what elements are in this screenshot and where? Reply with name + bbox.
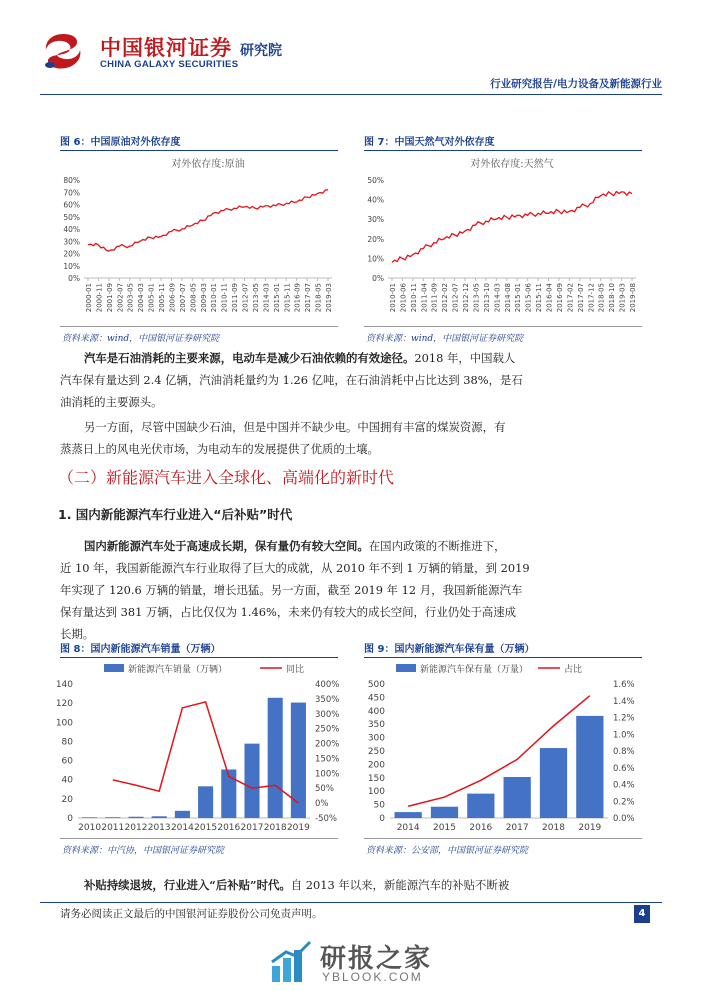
fig9-xtick-label: 2018 bbox=[542, 823, 565, 833]
fig8-xtick-label: 2011 bbox=[101, 823, 125, 833]
company-logo bbox=[40, 28, 310, 76]
fig8-ytick-left-label: 140 bbox=[55, 680, 73, 690]
fig7-xtick-label: 2013-10 bbox=[482, 283, 491, 313]
fig8-legend-bar-swatch bbox=[104, 664, 124, 672]
fig8-ytick-right-label: 200% bbox=[315, 739, 340, 750]
fig7-xtick-label: 2019-03 bbox=[618, 283, 627, 313]
fig8-ytick-left-label: 60 bbox=[61, 756, 73, 767]
fig9-legend-line-label: 占比 bbox=[564, 665, 583, 675]
fig9-ytick-right-label: 1.0% bbox=[613, 730, 635, 741]
fig6-xtick-label: 2000-11 bbox=[95, 283, 104, 313]
paragraph-nev-bold: 国内新能源汽车处于高速成长期，保有量仍有较大空间。 bbox=[84, 539, 369, 553]
fig8-xtick-label: 2016 bbox=[217, 823, 241, 833]
fig9-ytick-left-label: 400 bbox=[367, 706, 385, 717]
fig7-xtick-label: 2012-02 bbox=[441, 283, 450, 313]
fig6-xtick-label: 2016-09 bbox=[293, 283, 302, 313]
fig8-bar bbox=[105, 817, 120, 818]
fig7-xtick-label: 2011-09 bbox=[430, 283, 439, 313]
fig9-bar bbox=[576, 716, 603, 818]
fig8-ytick-right-label: 400% bbox=[315, 680, 340, 690]
watermark bbox=[270, 938, 470, 988]
fig6-xtick-label: 2018-05 bbox=[314, 283, 323, 313]
fig7-source-rule bbox=[364, 326, 642, 327]
fig7-xtick-label: 2012-07 bbox=[451, 283, 460, 313]
fig8-ytick-right-label: 150% bbox=[315, 754, 340, 765]
fig9-ytick-left-label: 200 bbox=[367, 760, 385, 771]
galaxy-logo-icon bbox=[40, 30, 86, 72]
fig9-ytick-left-label: 450 bbox=[367, 693, 385, 704]
logo-cn: 中国银河证券 bbox=[100, 36, 232, 60]
fig6-ytick-label: 80% bbox=[63, 176, 80, 185]
paragraph-electricity: 另一方面，尽管中国缺少石油，但是中国并不缺少电。中国拥有丰富的煤炭资源，有 蒸蒸日上的风电光伏市场，为电动车的发展提供了优质的土壤。 bbox=[60, 420, 506, 456]
fig8-xtick-label: 2015 bbox=[194, 823, 218, 833]
fig6-xtick-label: 2013-05 bbox=[251, 283, 260, 313]
fig8-source: 资料来源：中汽协，中国银河证券研究院 bbox=[62, 846, 225, 856]
watermark-cn: 研报之家 bbox=[320, 944, 433, 974]
fig9-ytick-right-label: 1.4% bbox=[613, 696, 635, 707]
fig9-ytick-left-label: 350 bbox=[367, 720, 385, 731]
fig8-legend-bar-label: 新能源汽车销量（万辆） bbox=[128, 665, 228, 675]
fig6-ytick-label: 30% bbox=[63, 237, 80, 247]
fig8-bar bbox=[268, 698, 283, 818]
fig7-xtick-label: 2017-02 bbox=[566, 283, 575, 313]
subsection-title: 1. 国内新能源汽车行业进入“后补贴”时代 bbox=[58, 507, 293, 522]
fig8-ytick-left-label: 80 bbox=[61, 737, 73, 748]
report-type: 行业研究报告/电力设备及新能源行业 bbox=[490, 78, 662, 90]
fig6-xtick-label: 2010-11 bbox=[220, 283, 229, 313]
fig6-ytick-label: 60% bbox=[63, 200, 80, 210]
fig7-xtick-label: 2015-11 bbox=[535, 283, 544, 313]
fig9-bar bbox=[395, 812, 422, 818]
fig9-ytick-left-label: 300 bbox=[367, 733, 385, 744]
fig9-ytick-right-label: 0.2% bbox=[613, 797, 635, 808]
fig6-xtick-label: 2015-11 bbox=[283, 283, 292, 313]
paragraph-subsidy: 补贴持续退坡，行业进入“后补贴”时代。自 2013 年以来，新能源汽车的补贴不断被 bbox=[84, 878, 510, 892]
fig9-xtick-label: 2016 bbox=[469, 823, 493, 833]
fig6-xtick-label: 2004-03 bbox=[137, 283, 146, 313]
fig6-xtick-label: 2015-01 bbox=[272, 283, 281, 313]
paragraph-nev-growth: 国内新能源汽车处于高速成长期，保有量仍有较大空间。在国内政策的不断推进下， 近 10 年，我国新能源汽车行业取得了巨大的成就，从 2010 年不到 1 万辆的销量，到 2019 年实现了 120.6 万辆的销量，增长迅猛。另一方面，截至 2019 年 12 月，我国新能源汽车 保有量达到 381 万辆，占比仅仅为 1.46%，未来仍有较大的成长空间，行业仍处于高速成 长期。 bbox=[60, 539, 530, 641]
fig7-ytick-label: 40% bbox=[367, 195, 384, 205]
paragraph-oil: 汽车是石油消耗的主要来源，电动车是减少石油依赖的有效途径。2018 年，中国载人 汽车保有量达到 2.4 亿辆，汽油消耗量约为 1.26 亿吨，在石油消耗中占比达到 38%，是石 油消耗的主要源头。 bbox=[60, 351, 523, 409]
fig9-ytick-right-label: 0.0% bbox=[613, 814, 635, 824]
header-divider bbox=[40, 94, 662, 95]
fig7-ytick-label: 50% bbox=[367, 176, 384, 185]
fig6-ytick-label: 0% bbox=[68, 274, 80, 283]
fig9-ytick-right-label: 0.8% bbox=[613, 747, 635, 757]
institute-label: 研究院 bbox=[240, 43, 282, 59]
fig7-xtick-label: 2016-04 bbox=[545, 283, 554, 313]
fig7-xtick-label: 2016-09 bbox=[555, 283, 564, 313]
fig7-xtick-label: 2010-06 bbox=[399, 283, 408, 313]
fig7-xtick-label: 2011-04 bbox=[420, 283, 429, 313]
fig8-bar bbox=[198, 786, 213, 818]
logo-en: CHINA GALAXY SECURITIES bbox=[100, 59, 239, 70]
fig7-ytick-label: 30% bbox=[367, 215, 384, 225]
fig8-xtick-label: 2019 bbox=[286, 823, 310, 833]
fig7-xtick-label: 2019-08 bbox=[629, 283, 637, 313]
fig6-xtick-label: 2009-03 bbox=[199, 283, 208, 313]
fig6-xtick-label: 2001-09 bbox=[105, 283, 114, 313]
fig9-ytick-right-label: 1.2% bbox=[613, 713, 635, 724]
fig6-xtick-label: 2000-01 bbox=[85, 283, 93, 313]
fig9-ytick-left-label: 500 bbox=[367, 680, 385, 690]
fig6-xtick-label: 2010-01 bbox=[210, 283, 219, 313]
fig9-bar bbox=[540, 748, 567, 818]
fig8-ytick-right-label: 300% bbox=[315, 709, 340, 720]
watermark-en: YBLOOK.COM bbox=[322, 970, 423, 984]
fig8-xtick-label: 2013 bbox=[147, 823, 171, 833]
fig6-xtick-label: 2006-09 bbox=[168, 283, 177, 313]
fig6-chart bbox=[60, 152, 340, 324]
fig9-ytick-left-label: 50 bbox=[373, 800, 385, 811]
fig8-bar bbox=[291, 703, 306, 818]
fig7-xtick-label: 2018-05 bbox=[597, 283, 606, 313]
fig6-xtick-label: 2017-07 bbox=[304, 283, 313, 313]
fig6-source: 资料来源：wind，中国银河证券研究院 bbox=[62, 334, 220, 344]
fig9-ytick-right-label: 0.4% bbox=[613, 780, 635, 791]
fig9-xtick-label: 2015 bbox=[433, 823, 456, 833]
fig6-xtick-label: 2012-07 bbox=[241, 283, 250, 313]
bar-chart-logo-icon bbox=[270, 940, 314, 984]
fig8-bar bbox=[175, 811, 190, 818]
fig9-xtick-label: 2019 bbox=[578, 823, 602, 833]
fig9-ytick-right-label: 0.6% bbox=[613, 763, 635, 774]
fig6-ytick-label: 10% bbox=[63, 261, 80, 271]
fig6-source-rule bbox=[60, 326, 338, 327]
footer-divider bbox=[40, 902, 662, 903]
paragraph-subsidy-bold: 补贴持续退坡，行业进入“后补贴”时代。 bbox=[84, 878, 291, 892]
section-title: （二）新能源汽车进入全球化、高端化的新时代 bbox=[58, 468, 395, 487]
footer-disclaimer: 请务必阅读正文最后的中国银河证券股份公司免责声明。 bbox=[60, 908, 323, 920]
fig9-legend-bar-label: 新能源汽车保有量（万量） bbox=[420, 665, 529, 675]
fig9-ytick-left-label: 150 bbox=[367, 773, 385, 784]
fig9-bar bbox=[431, 807, 458, 818]
fig8-ytick-right-label: 50% bbox=[315, 784, 334, 795]
fig9-legend-bar-swatch bbox=[396, 664, 416, 672]
fig7-xtick-label: 2017-07 bbox=[576, 283, 585, 313]
fig8-legend-line-label: 同比 bbox=[286, 665, 305, 675]
fig8-ytick-right-label: 0% bbox=[315, 799, 329, 810]
fig8-ytick-left-label: 40 bbox=[61, 775, 73, 786]
fig9-ytick-left-label: 0 bbox=[379, 814, 385, 824]
fig6-xtick-label: 2014-03 bbox=[262, 283, 271, 313]
fig9-xtick-label: 2017 bbox=[505, 823, 529, 833]
fig8-ytick-left-label: 100 bbox=[55, 718, 73, 729]
fig8-chart bbox=[52, 658, 348, 836]
fig9-ytick-left-label: 100 bbox=[367, 787, 385, 798]
fig7-source: 资料来源：wind，中国银河证券研究院 bbox=[366, 334, 524, 344]
fig7-xtick-label: 2017-12 bbox=[587, 283, 596, 313]
fig8-ytick-right-label: 100% bbox=[315, 769, 340, 780]
fig6-xtick-label: 2002-07 bbox=[116, 283, 125, 313]
fig8-xtick-label: 2012 bbox=[124, 823, 148, 833]
fig6-title: 对外依存度:原油 bbox=[171, 159, 245, 170]
fig8-xtick-label: 2010 bbox=[78, 823, 102, 833]
fig7-xtick-label: 2012-12 bbox=[462, 283, 471, 313]
fig6-xtick-label: 2008-05 bbox=[189, 283, 198, 313]
fig8-ytick-left-label: 120 bbox=[55, 699, 73, 710]
fig9-bar bbox=[467, 794, 494, 818]
fig6-xtick-label: 2003-05 bbox=[126, 283, 135, 313]
fig6-ytick-label: 20% bbox=[63, 249, 80, 259]
page-number: 4 bbox=[634, 905, 650, 923]
fig9-ytick-right-label: 1.6% bbox=[613, 680, 635, 690]
fig9-chart bbox=[360, 658, 650, 836]
fig7-xtick-label: 2014-03 bbox=[493, 283, 502, 313]
fig7-xtick-label: 2013-05 bbox=[472, 283, 481, 313]
fig8-ytick-left-label: 0 bbox=[67, 814, 73, 824]
paragraph-oil-bold: 汽车是石油消耗的主要来源，电动车是减少石油依赖的有效途径。 bbox=[84, 351, 415, 365]
fig8-bar bbox=[152, 816, 167, 818]
fig6-ytick-label: 70% bbox=[63, 188, 80, 198]
fig8-caption: 图 8：国内新能源汽车销量（万辆） bbox=[60, 644, 221, 655]
fig9-source-rule bbox=[364, 838, 642, 839]
fig6-xtick-label: 2019-03 bbox=[325, 283, 333, 313]
fig9-xtick-label: 2014 bbox=[396, 823, 420, 833]
fig7-xtick-label: 2015-01 bbox=[514, 283, 523, 313]
fig7-xtick-label: 2010-01 bbox=[389, 283, 397, 313]
fig7-ytick-label: 10% bbox=[367, 254, 384, 264]
fig6-ytick-label: 50% bbox=[63, 212, 80, 222]
fig7-ytick-label: 0% bbox=[372, 274, 384, 283]
fig6-caption-rule bbox=[60, 150, 338, 151]
fig6-ytick-label: 40% bbox=[63, 225, 80, 234]
fig7-xtick-label: 2014-08 bbox=[503, 283, 512, 313]
fig7-ytick-label: 20% bbox=[367, 234, 384, 244]
fig6-xtick-label: 2011-09 bbox=[231, 283, 240, 313]
fig8-xtick-label: 2017 bbox=[240, 823, 264, 833]
fig6-xtick-label: 2005-01 bbox=[147, 283, 156, 313]
fig7-title: 对外依存度:天然气 bbox=[470, 159, 554, 170]
fig8-xtick-label: 2018 bbox=[263, 823, 287, 833]
fig8-xtick-label: 2014 bbox=[170, 823, 194, 833]
fig6-series-line bbox=[88, 190, 328, 251]
fig6-xtick-label: 2005-11 bbox=[158, 283, 167, 313]
fig8-source-rule bbox=[60, 838, 338, 839]
fig7-caption: 图 7：中国天然气对外依存度 bbox=[364, 137, 495, 148]
fig8-bar bbox=[82, 817, 97, 818]
fig9-ytick-left-label: 250 bbox=[367, 747, 385, 757]
fig8-ytick-right-label: 350% bbox=[315, 694, 340, 705]
fig8-ytick-right-label: 250% bbox=[315, 724, 340, 735]
fig9-caption: 图 9：国内新能源汽车保有量（万辆） bbox=[364, 644, 535, 655]
fig7-xtick-label: 2018-10 bbox=[608, 283, 617, 313]
fig7-xtick-label: 2015-06 bbox=[524, 283, 533, 313]
fig8-bar bbox=[128, 817, 143, 818]
fig7-chart bbox=[364, 152, 644, 324]
fig9-source: 资料来源：公安部，中国银河证券研究院 bbox=[366, 846, 529, 856]
fig6-xtick-label: 2007-07 bbox=[178, 283, 187, 313]
fig7-xtick-label: 2010-11 bbox=[409, 283, 418, 313]
fig8-ytick-right-label: -50% bbox=[315, 814, 337, 824]
fig9-bar bbox=[504, 777, 531, 818]
fig6-caption: 图 6：中国原油对外依存度 bbox=[60, 137, 181, 148]
fig8-bar bbox=[244, 744, 259, 818]
fig8-ytick-left-label: 20 bbox=[61, 794, 73, 805]
fig7-caption-rule bbox=[364, 150, 642, 151]
fig7-series-line bbox=[392, 192, 632, 263]
